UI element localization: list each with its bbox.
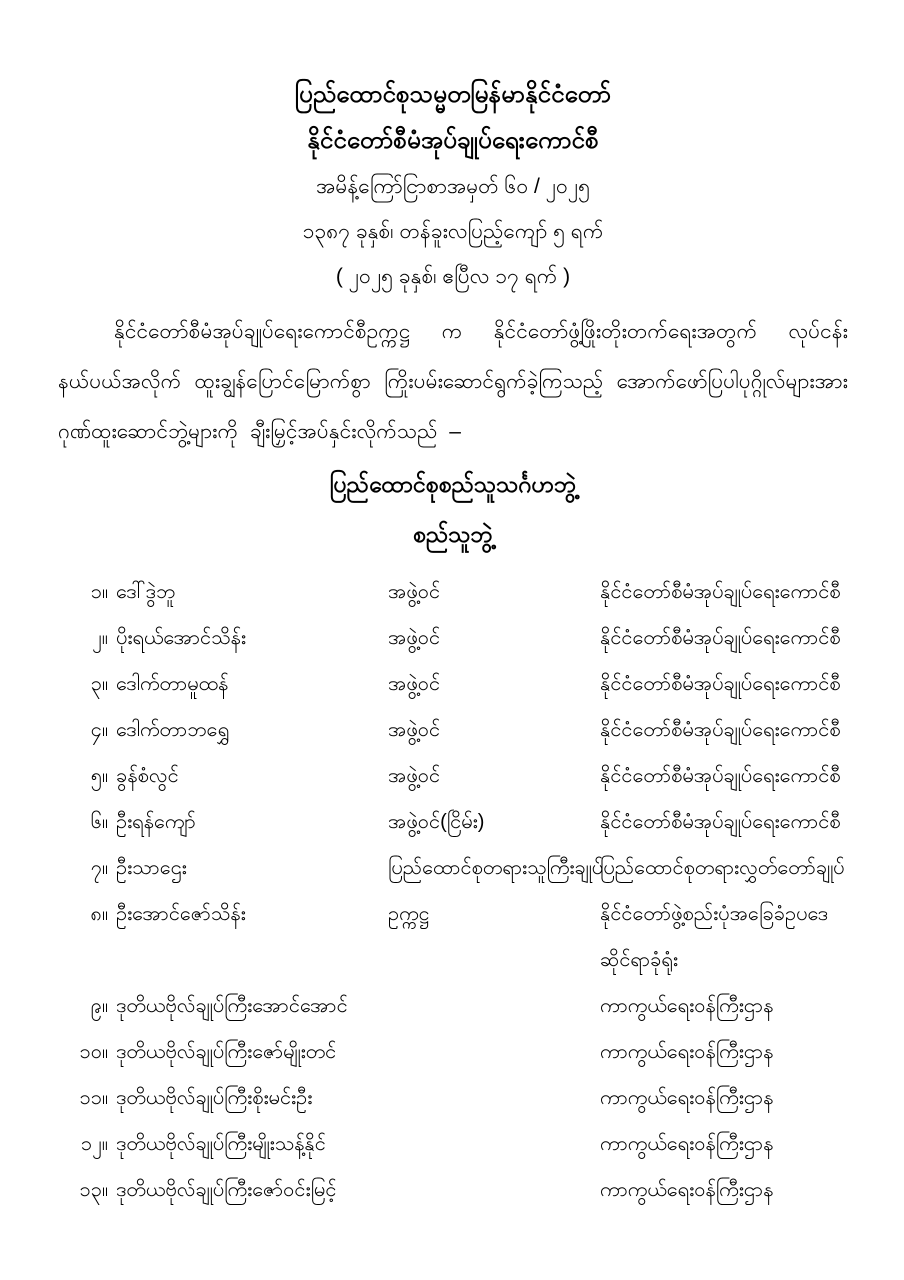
recipient-position: အဖွဲ့ဝင်	[388, 581, 441, 603]
recipient-org-line1: နိုင်ငံတော်စီမံအုပ်ချုပ်ရေးကောင်စီ	[600, 627, 841, 649]
recipient-number: ၃။	[90, 673, 108, 695]
recipient-position: အဖွဲ့ဝင်	[388, 673, 441, 695]
recipient-number: ၇။	[90, 857, 108, 879]
recipient-row	[58, 1029, 848, 1075]
recipient-row	[58, 983, 848, 1029]
recipient-position: အဖွဲ့ဝင်(ငြိမ်း)	[388, 811, 485, 833]
recipient-organization	[600, 1121, 848, 1167]
recipient-row	[58, 615, 848, 661]
recipient-name: ဒုတိယဗိုလ်ချုပ်ကြီးဇော်မျိုးတင်	[116, 1041, 337, 1063]
recipient-organization	[600, 891, 848, 983]
recipient-org-line1: ကာကွယ်ရေးဝန်ကြီးဌာန	[600, 1133, 774, 1155]
recipient-org-line1: ကာကွယ်ရေးဝန်ကြီးဌာန	[600, 1041, 774, 1063]
recipient-number: ၄။	[90, 719, 108, 741]
recipient-name: ဒုတိယဗိုလ်ချုပ်ကြီးမျိုးသန့်နိုင်	[116, 1133, 326, 1155]
recipient-organization	[600, 753, 848, 799]
recipient-organization	[600, 845, 848, 891]
award-title-sithu: စည်သူဘွဲ့	[413, 521, 493, 547]
recipient-name: ဦးရန်ကျော်	[116, 811, 196, 833]
recipient-org-line1: နိုင်ငံတော်စီမံအုပ်ချုပ်ရေးကောင်စီ	[600, 581, 841, 603]
recipient-position: အဖွဲ့ဝင်	[388, 719, 441, 741]
recipient-org-line1: နိုင်ငံတော်စီမံအုပ်ချုပ်ရေးကောင်စီ	[600, 811, 841, 833]
recipient-position: ပြည်ထောင်စုတရားသူကြီးချုပ်	[388, 857, 604, 879]
recipient-position: အဖွဲ့ဝင်	[388, 765, 441, 787]
recipient-organization	[600, 569, 848, 615]
council-title: နိုင်ငံတော်စီမံအုပ်ချုပ်ရေးကောင်စီ	[307, 127, 599, 154]
recipient-name: ပိုးရယ်အောင်သိန်း	[116, 627, 246, 649]
state-title: ပြည်ထောင်စုသမ္မတမြန်မာနိုင်ငံတော်	[294, 81, 612, 108]
recipient-row	[58, 1121, 848, 1167]
recipient-org-line1: နိုင်ငံတော်စီမံအုပ်ချုပ်ရေးကောင်စီ	[600, 719, 841, 741]
recipient-row	[58, 1167, 848, 1213]
recipient-organization	[600, 707, 848, 753]
recipient-position: အဖွဲ့ဝင်	[388, 627, 441, 649]
recipient-name: ဒေါက်တာဘရွှေ	[116, 719, 230, 741]
recipient-row	[58, 1075, 848, 1121]
recipient-org-line2: ဆိုင်ရာခုံရုံး	[600, 949, 678, 971]
recipient-organization	[600, 1167, 848, 1213]
recipient-number: ၅။	[90, 765, 108, 787]
recipient-row	[58, 753, 848, 799]
recipient-name: ဒုတိယဗိုလ်ချုပ်ကြီးစိုးမင်းဦး	[116, 1087, 313, 1109]
recipient-name: ဦးအောင်ဇော်သိန်း	[116, 903, 246, 925]
recipient-organization	[600, 983, 848, 1029]
recipient-number: ၂။	[92, 627, 108, 649]
award-title-pyidaungsu-sithu-thingaha: ပြည်ထောင်စုစည်သူသင်္ဂဟဘွဲ့	[329, 471, 577, 497]
recipient-position: ဥက္ကဋ္ဌ	[388, 903, 430, 925]
recipient-number: ၁။	[90, 581, 108, 603]
recipient-organization	[600, 799, 848, 845]
recipient-organization	[600, 615, 848, 661]
recipient-row	[58, 891, 848, 983]
recipient-organization	[600, 661, 848, 707]
recipient-name: ခွန်စံလွင်	[116, 765, 179, 787]
recipient-number: ၁၀။	[79, 1041, 108, 1063]
recipient-org-line1: ကာကွယ်ရေးဝန်ကြီးဌာန	[600, 1087, 774, 1109]
recipient-row	[58, 799, 848, 845]
recipient-number: ၈။	[90, 903, 108, 925]
recipient-name: ဒုတိယဗိုလ်ချုပ်ကြီးအောင်အောင်	[116, 995, 348, 1017]
recipient-number: ၆။	[90, 811, 108, 833]
recipient-row	[58, 661, 848, 707]
recipient-number: ၁၁။	[79, 1087, 108, 1109]
recipient-row	[58, 845, 848, 891]
recipient-organization	[600, 1029, 848, 1075]
recipient-org-line1: နိုင်ငံတော်ဖွဲ့စည်းပုံအခြေခံဥပဒေ	[600, 903, 829, 925]
recipient-org-line1: နိုင်ငံတော်စီမံအုပ်ချုပ်ရေးကောင်စီ	[600, 765, 841, 787]
recipient-row	[58, 707, 848, 753]
recipient-number: ၁၂။	[80, 1133, 108, 1155]
recipient-row	[58, 569, 848, 615]
recipient-organization	[600, 1075, 848, 1121]
recipient-org-line1: ကာကွယ်ရေးဝန်ကြီးဌာန	[600, 995, 774, 1017]
intro-paragraph: နိုင်ငံတော်စီမံအုပ်ချုပ်ရေးကောင်စီဥက္ကဋ္ဌ က နိုင်ငံတော်ဖွံ့ဖြိုးတိုးတက်ရေးအတွက် လုပ်ငန်းနယ်ပယ်အလိုက် ထူးချွန်ပြောင်မြောက်စွာ ကြိုးပမ်းဆောင်ရွက်ခဲ့ကြသည့် အောက်ဖော်ပြပါပုဂ္ဂိုလ်များအား ဂုဏ်ထူးဆောင်ဘွဲ့များကို ချီးမြှင့်အပ်နှင်းလိုက်သည် –	[58, 320, 848, 443]
recipient-number: ၁၃။	[79, 1179, 108, 1201]
recipient-name: ဒေါ်ဒွဲဘူ	[116, 581, 176, 603]
order-number: အမိန့်ကြော်ငြာစာအမှတ် ၆၀ / ၂၀၂၅	[316, 175, 590, 198]
recipient-name: ဒုတိယဗိုလ်ချုပ်ကြီးဇော်ဝင်းမြင့်	[116, 1179, 337, 1201]
recipient-number: ၉။	[90, 995, 108, 1017]
recipient-name: ဒေါက်တာမူထန်	[116, 673, 229, 695]
recipient-org-line1: နိုင်ငံတော်စီမံအုပ်ချုပ်ရေးကောင်စီ	[600, 673, 841, 695]
recipient-list	[58, 569, 848, 1213]
date-gregorian-calendar: ( ၂၀၂၅ ခုနှစ်၊ ဧပြီလ ၁၇ ရက် )	[335, 265, 571, 288]
recipient-name: ဦးသာဌေး	[116, 857, 187, 879]
date-myanmar-calendar: ၁၃၈၇ ခုနှစ်၊ တန်ခူးလပြည့်ကျော် ၅ ရက်	[302, 220, 604, 243]
recipient-org-line1: ကာကွယ်ရေးဝန်ကြီးဌာန	[600, 1179, 774, 1201]
recipient-org-line1: ပြည်ထောင်စုတရားလွှတ်တော်ချုပ်	[600, 857, 845, 879]
